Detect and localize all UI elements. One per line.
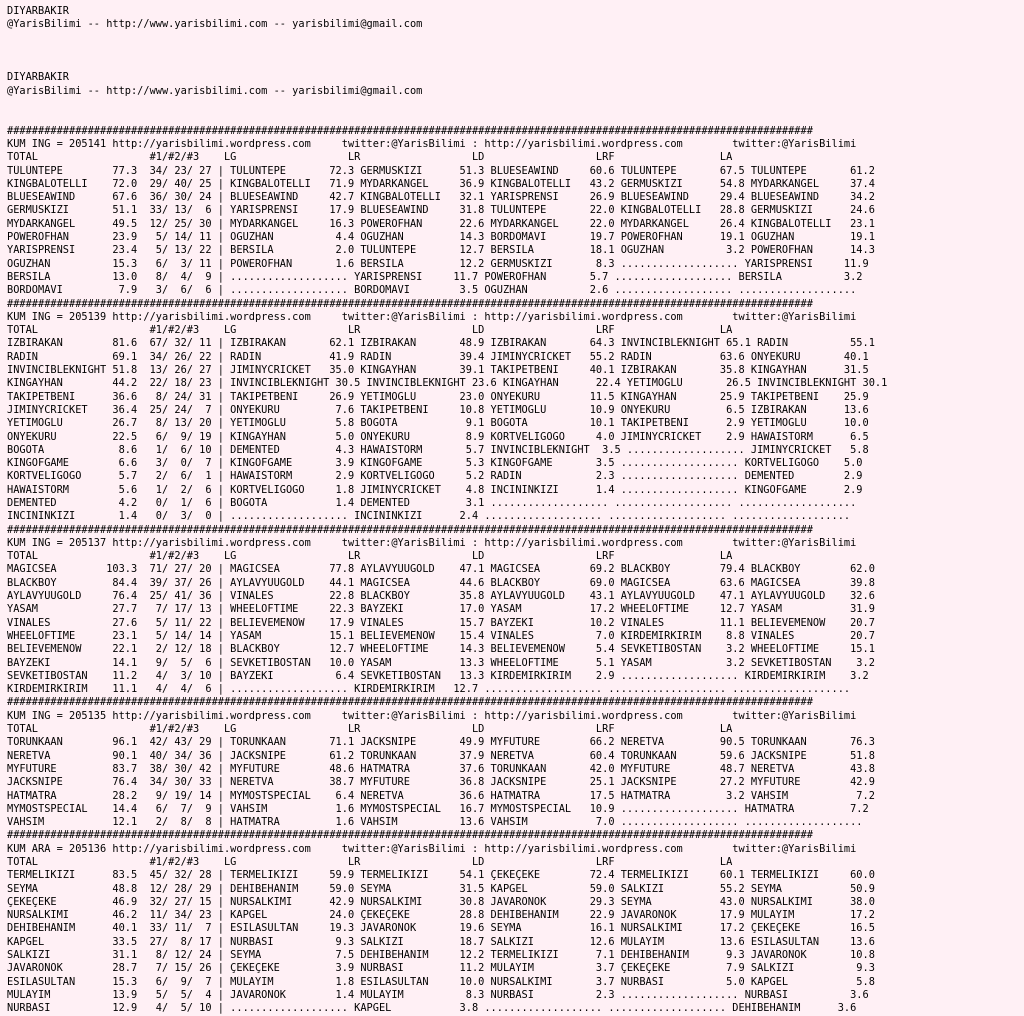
separator-line: ################################################################################################################################## — [7, 124, 813, 137]
table-row: YASAM 27.7 7/ 17/ 13 | WHEELOFTIME 22.3 BAYZEKI 17.0 YASAM 17.2 WHEELOFTIME 12.7 YASAM 31.9 — [7, 603, 875, 616]
table-row: IZBIRAKAN 81.6 67/ 32/ 11 | IZBIRAKAN 62.1 IZBIRAKAN 48.9 IZBIRAKAN 64.3 INVINCIBLEKNIGHT 65.1 RADIN 55.1 — [7, 337, 875, 350]
table-row: MYMOSTSPECIAL 14.4 6/ 7/ 9 | VAHSIM 1.6 MYMOSTSPECIAL 16.7 MYMOSTSPECIAL 10.9 ................... HATMATRA 7.2 — [7, 802, 869, 815]
race-title-line: KUM ING = 205135 http://yarisbilimi.wordpress.com twitter:@YarisBilimi : http://yarisbilimi.wordpress.com twitter:@YarisBilimi — [7, 709, 857, 722]
table-row: JACKSNIPE 76.4 34/ 30/ 33 | NERETVA 38.7 MYFUTURE 36.8 JACKSNIPE 25.1 JACKSNIPE 27.2 MYFUTURE 42.9 — [7, 776, 875, 789]
table-row: KAPGEL 33.5 27/ 8/ 17 | NURBASI 9.3 SALKIZI 18.7 SALKIZI 12.6 MÜLAYIM 13.6 ESILASULTAN 13.6 — [7, 935, 875, 948]
table-row: INVINCIBLEKNIGHT 51.8 13/ 26/ 27 | JIMINYCRICKET 35.0 KINGAYHAN 39.1 TAKIPETBENI 40.1 IZBIRAKAN 35.8 KINGAYHAN 31.5 — [7, 364, 869, 377]
table-row: SEVKETIBOSTAN 11.2 4/ 3/ 10 | BAYZEKI 6.4 SEVKETIBOSTAN 13.3 KIRDEMIRKIRIM 2.9 ................... KIRDEMIRKIRIM 3.2 — [7, 669, 869, 682]
table-row: OGUZHAN 15.3 6/ 3/ 11 | POWEROFHAN 1.6 BERSILA 12.2 GERMUSKIZI 8.3 ................... YARISPRENSI 11.9 — [7, 257, 869, 270]
table-row: YARISPRENSI 23.4 5/ 13/ 22 | BERSILA 2.0 TÜLÜNTEPE 12.7 BERSILA 18.1 OGUZHAN 3.2 POWEROFHAN 14.3 — [7, 244, 875, 257]
column-header-line: TOTAL #1/#2/#3 LG LR LD LRF LA — [7, 856, 733, 868]
table-row: BERSILA 13.0 8/ 4/ 9 | ................... YARISPRENSI 11.7 POWEROFHAN 5.7 ................... BERSILA 3.2 — [7, 270, 863, 283]
table-row: MYDARKANGEL 49.5 12/ 25/ 30 | MYDARKANGEL 16.3 POWEROFHAN 22.6 MYDARKANGEL 22.0 MYDARKANGEL 26.4 KINGBALOTELLI 23.1 — [7, 217, 875, 230]
table-row: TÜLÜNTEPE 77.3 34/ 23/ 27 | TÜLÜNTEPE 72.3 GERMUSKIZI 51.3 BLUESEAWIND 60.6 TÜLÜNTEPE 67.5 TÜLÜNTEPE 61.2 — [7, 164, 875, 177]
table-row: DEMENTED 4.2 0/ 1/ 6 | BOGOTA 1.4 DEMENTED 3.1 ................... ................... ................... — [7, 496, 857, 509]
header-line — [7, 45, 1024, 58]
table-row: SALKIZI 31.1 8/ 12/ 24 | SEYMA 7.5 DEHIBEHANIM 12.2 TERMELIKIZI 7.1 DEHIBEHANIM 9.3 JAVARONOK 10.8 — [7, 949, 875, 962]
table-row: DEHIBEHANIM 40.1 33/ 11/ 7 | ESILASULTAN 19.3 JAVARONOK 19.6 SEYMA 16.1 NURSALKIMI 17.2 ÇEKEÇEKE 16.5 — [7, 922, 875, 935]
table-row: ÇEKEÇEKE 46.9 32/ 27/ 15 | NURSALKIMI 42.9 NURSALKIMI 30.8 JAVARONOK 29.3 SEYMA 43.0 NURSALKIMI 38.0 — [7, 895, 875, 908]
race-sections — [7, 125, 1024, 1016]
table-row: SEYMA 48.8 12/ 28/ 29 | DEHIBEHANIM 59.0 SEYMA 31.5 KAPGEL 59.0 SALKIZI 55.2 SEYMA 50.9 — [7, 882, 875, 895]
table-row: JIMINYCRICKET 36.4 25/ 24/ 7 | ONYEKURU 7.6 TAKIPETBENI 10.8 YETIMOGLU 10.9 ONYEKURU 6.5 IZBIRAKAN 13.6 — [7, 403, 869, 416]
table-row: HAWAISTORM 5.6 1/ 2/ 6 | KORTVELIGOGO 1.8 JIMINYCRICKET 4.8 INCININKIZI 1.4 ................... KINGOFGAME 2.9 — [7, 483, 863, 496]
table-row: YETIMOGLU 26.7 8/ 13/ 20 | YETIMOGLU 5.8 BOGOTA 9.1 BOGOTA 10.1 TAKIPETBENI 2.9 YETIMOGLU 10.0 — [7, 417, 869, 430]
table-row: BOGOTA 8.6 1/ 6/ 10 | DEMENTED 4.3 HAWAISTORM 5.7 INVINCIBLEKNIGHT 3.5 ................... JIMINYCRICKET 5.8 — [7, 443, 869, 456]
table-row: JAVARONOK 28.7 7/ 15/ 26 | ÇEKEÇEKE 3.9 NURBASI 11.2 MÜLAYIM 3.7 ÇEKEÇEKE 7.9 SALKIZI 9.3 — [7, 962, 875, 975]
table-row: KINGOFGAME 6.6 3/ 0/ 7 | KINGOFGAME 3.9 KINGOFGAME 5.3 KINGOFGAME 3.5 ................... KORTVELIGOGO 5.0 — [7, 457, 863, 470]
report-header — [7, 5, 1024, 125]
table-row: RADIN 69.1 34/ 26/ 22 | RADIN 41.9 RADIN 39.4 JIMINYCRICKET 55.2 RADIN 63.6 ONYEKURU 40.1 — [7, 350, 869, 363]
separator-line: ################################################################################################################################## — [7, 523, 813, 536]
table-row: ONYEKURU 22.5 6/ 9/ 19 | KINGAYHAN 5.0 ONYEKURU 8.9 KORTVELIGOGO 4.0 JIMINYCRICKET 2.9 HAWAISTORM 6.5 — [7, 430, 869, 443]
header-line: @YarisBilimi -- http://www.yarisbilimi.com -- yarisbilimi@gmail.com — [7, 18, 423, 31]
column-header-line: TOTAL #1/#2/#3 LG LR LD LRF LA — [7, 723, 733, 736]
table-row: KINGBALOTELLI 72.0 29/ 40/ 25 | KINGBALOTELLI 71.9 MYDARKANGEL 36.9 KINGBALOTELLI 43.2 GERMUSKIZI 54.8 MYDARKANGEL 37.4 — [7, 177, 875, 190]
table-row: BORDOMAVI 7.9 3/ 6/ 6 | ................... BORDOMAVI 3.5 OGUZHAN 2.6 ................... ................... — [7, 284, 857, 297]
table-row: NURSALKIMI 46.2 11/ 34/ 23 | KAPGEL 24.0 ÇEKEÇEKE 28.8 DEHIBEHANIM 22.9 JAVARONOK 17.9 MÜLAYIM 17.2 — [7, 909, 875, 922]
header-line — [7, 98, 1024, 111]
race-section — [7, 298, 1024, 524]
table-row: KINGAYHAN 44.2 22/ 18/ 23 | INVINCIBLEKNIGHT 30.5 INVINCIBLEKNIGHT 23.6 KINGAYHAN 22.4 YETIMOGLU 26.5 INVINCIBLEKNIGHT 30.1 — [7, 377, 888, 390]
table-row: VINALES 27.6 5/ 11/ 22 | BELIEVEMENOW 17.9 VINALES 15.7 BAYZEKI 10.2 VINALES 11.1 BELIEVEMENOW 20.7 — [7, 616, 875, 629]
table-row: MAGICSEA 103.3 71/ 27/ 20 | MAGICSEA 77.8 AYLAVYUUGOLD 47.1 MAGICSEA 69.2 BLACKBOY 79.4 BLACKBOY 62.0 — [7, 563, 875, 576]
table-row: AYLAVYUUGOLD 76.4 25/ 41/ 36 | VINALES 22.8 BLACKBOY 35.8 AYLAVYUUGOLD 43.1 AYLAVYUUGOLD 47.1 AYLAVYUUGOLD 32.6 — [7, 590, 875, 603]
table-row: NURBASI 12.9 4/ 5/ 10 | ................... KAPGEL 3.8 ................... ................... DEHIBEHANIM 3.6 — [7, 1002, 857, 1015]
header-line: @YarisBilimi -- http://www.yarisbilimi.com -- yarisbilimi@gmail.com — [7, 84, 423, 97]
race-title-line: KUM ING = 205139 http://yarisbilimi.wordpress.com twitter:@YarisBilimi : http://yarisbilimi.wordpress.com twitter:@YarisBilimi — [7, 310, 857, 323]
header-line: DIYARBAKIR — [7, 5, 69, 17]
table-row: MÜLAYIM 13.9 5/ 5/ 4 | JAVARONOK 1.4 MÜLAYIM 8.3 NURBASI 2.3 ................... NURBASI 3.6 — [7, 988, 869, 1001]
column-header-line: TOTAL #1/#2/#3 LG LR LD LRF LA — [7, 151, 733, 164]
race-section — [7, 524, 1024, 697]
race-section — [7, 829, 1024, 1015]
table-row: KORTVELIGOGO 5.7 2/ 6/ 1 | HAWAISTORM 2.9 KORTVELIGOGO 5.2 RADIN 2.3 ................... DEMENTED 2.9 — [7, 470, 863, 483]
header-line: DIYARBAKIR — [7, 71, 69, 84]
table-row: TAKIPETBENI 36.6 8/ 24/ 31 | TAKIPETBENI 26.9 YETIMOGLU 23.0 ONYEKURU 11.5 KINGAYHAN 25.9 TAKIPETBENI 25.9 — [7, 390, 869, 403]
table-row: BLACKBOY 84.4 39/ 37/ 26 | AYLAVYUUGOLD 44.1 MAGICSEA 44.6 BLACKBOY 69.0 MAGICSEA 63.6 MAGICSEA 39.8 — [7, 576, 875, 589]
table-row: GERMUSKIZI 51.1 33/ 13/ 6 | YARISPRENSI 17.9 BLUESEAWIND 31.8 TÜLÜNTEPE 22.0 KINGBALOTELLI 28.8 GERMUSKIZI 24.6 — [7, 204, 875, 217]
race-title-line: KUM ARA = 205136 http://yarisbilimi.wordpress.com twitter:@YarisBilimi : http://yarisbilimi.wordpress.com twitter:@YarisBilimi — [7, 842, 857, 855]
table-row: INCININKIZI 1.4 0/ 3/ 0 | ................... INCININKIZI 2.4 ................... ................... ................... — [7, 510, 851, 523]
header-line — [7, 111, 1024, 124]
table-row: BAYZEKI 14.1 9/ 5/ 6 | SEVKETIBOSTAN 10.0 YASAM 13.3 WHEELOFTIME 5.1 YASAM 3.2 SEVKETIBOSTAN 3.2 — [7, 656, 875, 669]
column-header-line: TOTAL #1/#2/#3 LG LR LD LRF LA — [7, 550, 733, 563]
table-row: MYFUTURE 83.7 38/ 30/ 42 | MYFUTURE 48.6 HATMATRA 37.6 TORUNKAAN 42.0 MYFUTURE 48.7 NERETVA 43.8 — [7, 762, 875, 775]
separator-line: ################################################################################################################################## — [7, 829, 813, 842]
table-row: KIRDEMIRKIRIM 11.1 4/ 4/ 6 | ................... KIRDEMIRKIRIM 12.7 ................... ................... ................... — [7, 683, 851, 696]
separator-line: ################################################################################################################################## — [7, 696, 813, 709]
table-row: TERMELIKIZI 83.5 45/ 32/ 28 | TERMELIKIZI 59.9 TERMELIKIZI 54.1 ÇEKEÇEKE 72.4 TERMELIKIZI 60.1 TERMELIKIZI 60.0 — [7, 869, 875, 882]
table-row: NERETVA 90.1 40/ 34/ 36 | JACKSNIPE 61.2 TORUNKAAN 37.9 NERETVA 60.4 TORUNKAAN 59.6 JACKSNIPE 51.8 — [7, 749, 875, 762]
table-row: HATMATRA 28.2 9/ 19/ 14 | MYMOSTSPECIAL 6.4 NERETVA 36.6 HATMATRA 17.5 HATMATRA 3.2 VAHSIM 7.2 — [7, 789, 875, 802]
race-section — [7, 696, 1024, 829]
table-row: BLUESEAWIND 67.6 36/ 30/ 24 | BLUESEAWIND 42.7 KINGBALOTELLI 32.1 YARISPRENSI 26.9 BLUESEAWIND 29.4 BLUESEAWIND 34.2 — [7, 191, 875, 204]
separator-line: ################################################################################################################################## — [7, 297, 813, 310]
table-row: WHEELOFTIME 23.1 5/ 14/ 14 | YASAM 15.1 BELIEVEMENOW 15.4 VINALES 7.0 KIRDEMIRKIRIM 8.8 VINALES 20.7 — [7, 629, 875, 642]
table-row: BELIEVEMENOW 22.1 2/ 12/ 18 | BLACKBOY 12.7 WHEELOFTIME 14.3 BELIEVEMENOW 5.4 SEVKETIBOSTAN 3.2 WHEELOFTIME 15.1 — [7, 643, 875, 656]
table-row: VAHSIM 12.1 2/ 8/ 8 | HATMATRA 1.6 VAHSIM 13.6 VAHSIM 7.0 ................... ................... — [7, 816, 863, 829]
race-title-line: KUM ING = 205137 http://yarisbilimi.wordpress.com twitter:@YarisBilimi : http://yarisbilimi.wordpress.com twitter:@YarisBilimi — [7, 536, 857, 549]
race-title-line: KUM ING = 205141 http://yarisbilimi.wordpress.com twitter:@YarisBilimi : http://yarisbilimi.wordpress.com twitter:@YarisBilimi — [7, 137, 857, 150]
race-section — [7, 125, 1024, 298]
column-header-line: TOTAL #1/#2/#3 LG LR LD LRF LA — [7, 324, 733, 337]
header-line — [7, 32, 1024, 45]
table-row: ESILASULTAN 15.3 6/ 9/ 7 | MÜLAYIM 1.8 ESILASULTAN 10.0 NURSALKIMI 3.7 NURBASI 5.0 KAPGEL 5.8 — [7, 975, 875, 988]
table-row: POWEROFHAN 23.9 5/ 14/ 11 | OGUZHAN 4.4 OGUZHAN 14.3 BORDOMAVI 19.7 POWEROFHAN 19.1 OGUZHAN 19.1 — [7, 231, 875, 244]
table-row: TORUNKAAN 96.1 42/ 43/ 29 | TORUNKAAN 71.1 JACKSNIPE 49.9 MYFUTURE 66.2 NERETVA 90.5 TORUNKAAN 76.3 — [7, 736, 875, 749]
header-line — [7, 58, 1024, 71]
